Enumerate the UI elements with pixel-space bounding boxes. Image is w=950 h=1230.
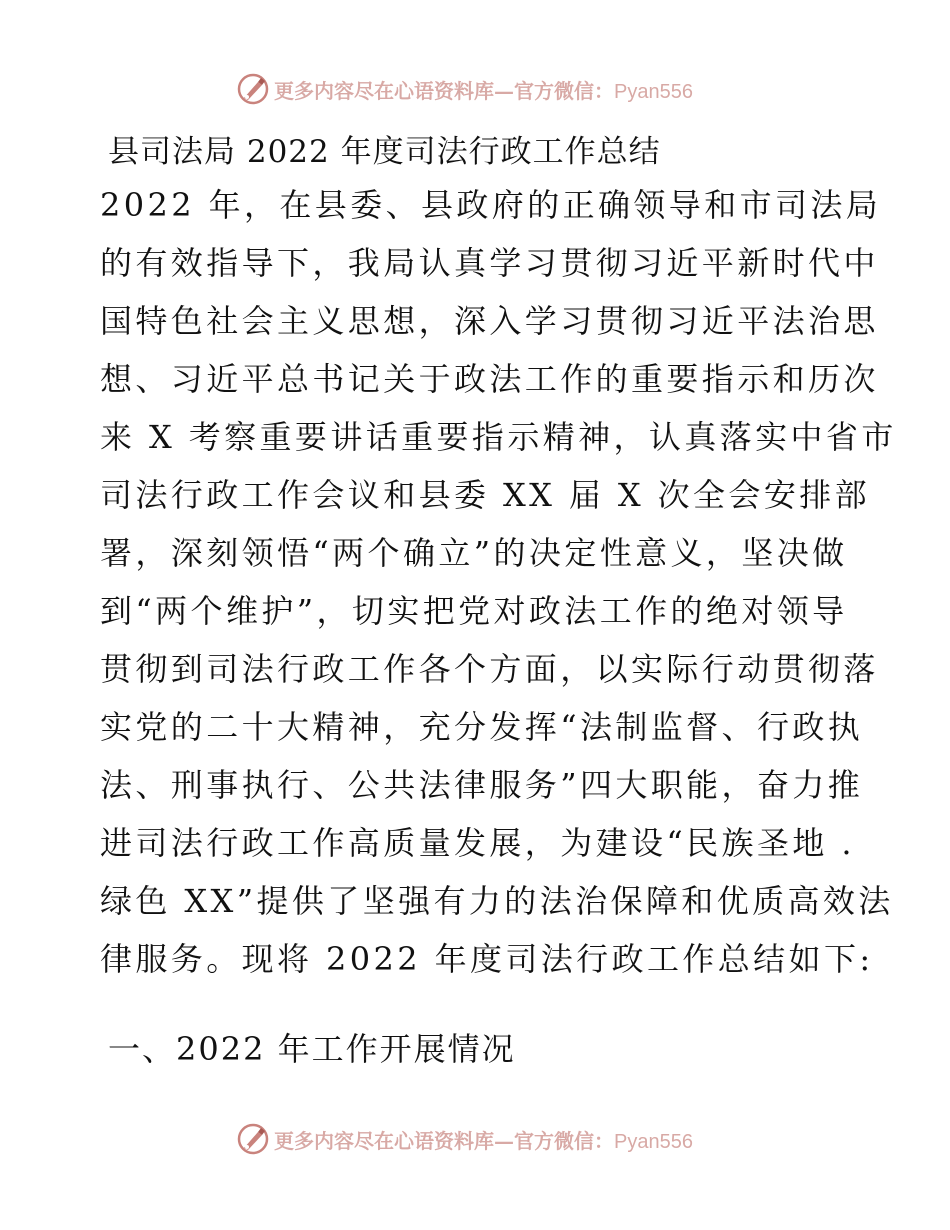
pen-logo-icon — [236, 72, 270, 106]
paragraph-line: 署，深刻领悟“两个确立”的决定性意义，坚决做 — [100, 534, 848, 572]
paragraph-line: 绿色 XX”提供了坚强有力的法治保障和优质高效法 — [100, 882, 894, 920]
paragraph-line: 想、习近平总书记关于政法工作的重要指示和历次 — [100, 360, 879, 398]
watermark-text: 更多内容尽在心语资料库—官方微信：Pyan556 — [274, 1128, 693, 1153]
paragraph-line: 到“两个维护”，切实把党对政法工作的绝对领导 — [100, 592, 848, 630]
document-title: 县司法局 2022 年度司法行政工作总结 — [108, 134, 661, 170]
body-paragraph — [100, 176, 897, 988]
paragraph-line: 国特色社会主义思想，深入学习贯彻习近平法治思 — [100, 302, 879, 340]
paragraph-line: 法、刑事执行、公共法律服务”四大职能，奋力推 — [100, 766, 864, 804]
paragraph-line: 来 X 考察重要讲话重要指示精神，认真落实中省市 — [100, 418, 897, 456]
pen-logo-icon — [236, 1122, 270, 1156]
paragraph-line: 的有效指导下，我局认真学习贯彻习近平新时代中 — [100, 244, 879, 282]
section-heading: 一、2022 年工作开展情况 — [108, 1030, 516, 1068]
paragraph-line: 司法行政工作会议和县委 XX 届 X 次全会安排部 — [100, 476, 871, 514]
paragraph-line: 律服务。现将 2022 年度司法行政工作总结如下: — [100, 940, 874, 978]
watermark-text: 更多内容尽在心语资料库—官方微信：Pyan556 — [274, 78, 693, 103]
paragraph-line: 实党的二十大精神，充分发挥“法制监督、行政执 — [100, 708, 864, 746]
watermark-wechat-id: Pyan556 — [614, 1130, 693, 1153]
paragraph-line: 贯彻到司法行政工作各个方面，以实际行动贯彻落 — [100, 650, 879, 688]
paragraph-line: 2022 年，在县委、县政府的正确领导和市司法局 — [100, 186, 882, 224]
paragraph-line: 进司法行政工作高质量发展，为建设“民族圣地 . — [100, 824, 855, 862]
watermark-banner-bottom — [236, 1122, 716, 1156]
watermark-wechat-id: Pyan556 — [614, 80, 693, 103]
watermark-banner-top — [236, 72, 716, 106]
